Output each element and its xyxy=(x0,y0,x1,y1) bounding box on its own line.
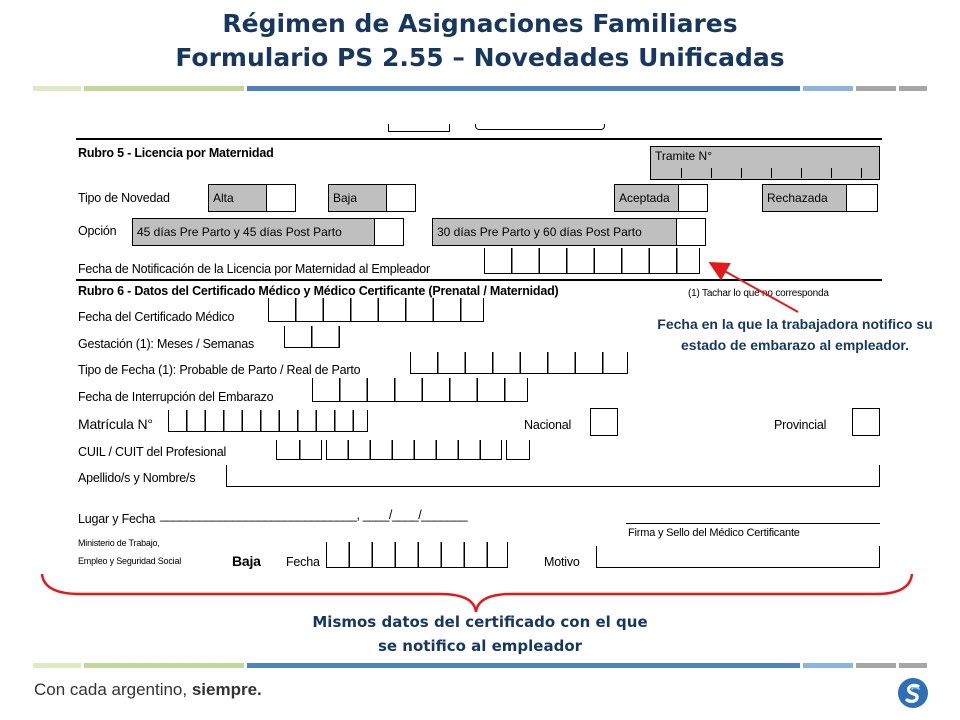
ministerio-line2: Empleo y Seguridad Social xyxy=(78,556,182,566)
ministerio-line1: Ministerio de Trabajo, xyxy=(78,538,160,548)
anses-logo-icon xyxy=(898,678,928,708)
slogan-prefix: Con cada argentino, xyxy=(34,680,188,699)
rubro6-note: (1) Tachar lo que no corresponda xyxy=(688,288,829,299)
brace-note-line2: se notifico al empleador xyxy=(377,637,583,655)
page-subtitle: Formulario PS 2.55 – Novedades Unificadas xyxy=(175,43,785,72)
lugar-fecha-label: Lugar y Fecha xyxy=(78,512,156,526)
opcion1-label: 45 días Pre Parto y 45 días Post Parto xyxy=(132,218,376,246)
apellido-label: Apellido/s y Nombre/s xyxy=(78,471,196,485)
curly-brace xyxy=(42,574,912,612)
rechazada-label: Rechazada xyxy=(762,184,848,212)
cuil-label: CUIL / CUIT del Profesional xyxy=(78,445,227,459)
slogan-emphasis: siempre. xyxy=(191,680,262,699)
gestacion-label: Gestación (1): Meses / Semanas xyxy=(78,337,255,351)
aceptada-label: Aceptada xyxy=(614,184,680,212)
baja-label: Baja xyxy=(328,184,388,212)
rubro6-title: Rubro 6 - Datos del Certificado Médico y Médico Certificante (Prenatal / Maternidad) xyxy=(78,284,559,298)
brace-note-line1: Mismos datos del certificado con el que xyxy=(312,613,648,631)
motivo-label: Motivo xyxy=(544,555,580,569)
fecha-notificacion-label: Fecha de Notificación de la Licencia por Maternidad al Empleador xyxy=(78,262,430,276)
rubro5-title: Rubro 5 - Licencia por Maternidad xyxy=(78,146,274,160)
tipo-fecha-label: Tipo de Fecha (1): Probable de Parto / Real de Parto xyxy=(78,363,361,377)
footer-slogan xyxy=(34,680,262,700)
baja-label-footer: Baja xyxy=(232,553,261,569)
page-title: Régimen de Asignaciones Familiares xyxy=(222,9,738,38)
alta-label: Alta xyxy=(208,184,268,212)
firma-label: Firma y Sello del Médico Certificante xyxy=(628,527,800,539)
matricula-label: Matrícula N° xyxy=(78,416,153,432)
opcion2-label: 30 días Pre Parto y 60 días Post Parto xyxy=(432,218,678,246)
arrow-line xyxy=(712,264,798,312)
nacional-label: Nacional xyxy=(524,418,572,432)
fecha-label-footer: Fecha xyxy=(286,555,320,569)
arrow-note: Fecha en la que la trabajadora notifico su estado de embarazo al empleador. xyxy=(657,316,933,353)
tramite-label: Tramite N° xyxy=(655,149,713,163)
fecha-certificado-label: Fecha del Certificado Médico xyxy=(78,310,235,324)
fecha-interrupcion-label: Fecha de Interrupción del Embarazo xyxy=(78,390,274,404)
opcion-label: Opción xyxy=(78,224,117,238)
tipo-novedad-label: Tipo de Novedad xyxy=(78,191,170,205)
lugar-fecha-line[interactable]: ______________________________, ____/____/_______ xyxy=(160,508,468,522)
provincial-label: Provincial xyxy=(774,418,827,432)
